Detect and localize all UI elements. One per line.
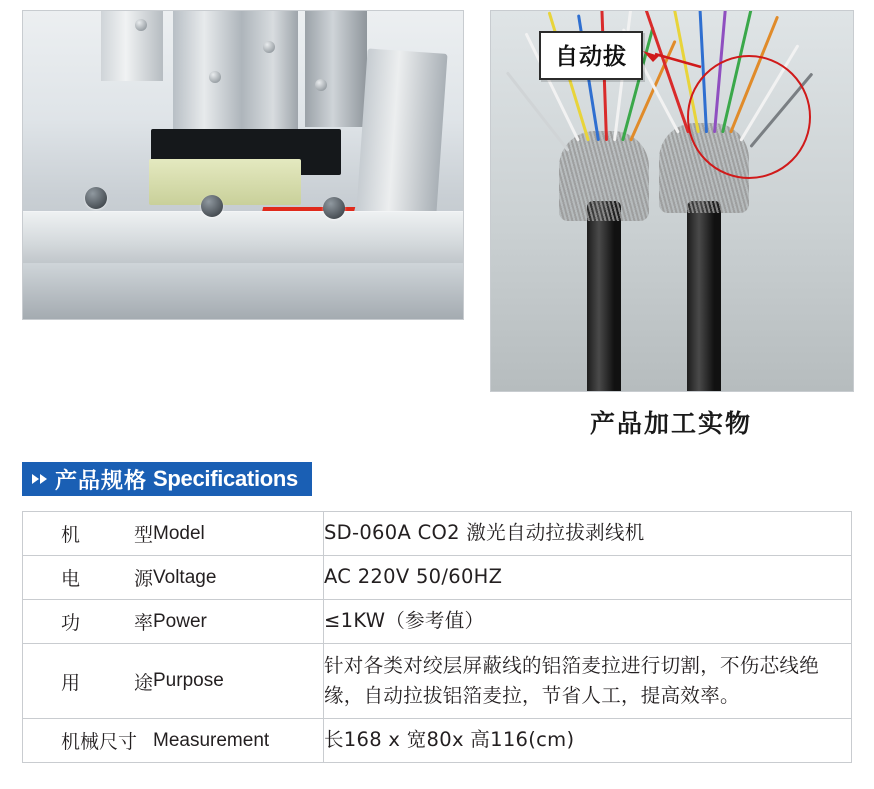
specifications-title-cn: 产品规格 <box>55 468 148 494</box>
label-char: 用 <box>61 671 81 694</box>
base-hole <box>85 187 107 209</box>
label-char: 型 <box>133 524 153 546</box>
row-value: AC 220V 50/60HZ <box>324 556 852 600</box>
row-label-cell <box>23 556 324 600</box>
screw <box>209 71 221 83</box>
screw <box>263 41 275 53</box>
screw <box>315 79 327 91</box>
shield-braid <box>559 131 649 221</box>
row-label-cell <box>23 719 324 763</box>
table-row <box>23 600 852 644</box>
table-row <box>23 719 852 763</box>
row-label-en: Purpose <box>153 670 224 691</box>
row-label-cn <box>23 564 153 591</box>
row-label-en: Voltage <box>153 566 217 588</box>
highlight-circle <box>687 55 811 179</box>
machine-bracket-left <box>101 10 163 81</box>
cable-jacket <box>687 201 721 392</box>
row-label-cn <box>23 520 153 547</box>
base-hole <box>201 195 223 217</box>
label-char: 功 <box>61 612 81 634</box>
row-value: SD-060A CO2 激光自动拉拔剥线机 <box>324 512 852 556</box>
machine-base-plate-lower <box>22 263 464 320</box>
row-value: 针对各类对绞层屏蔽线的铝箔麦拉进行切割，不伤芯线绝缘，自动拉拔铝箔麦拉，节省人工，提高效率。 <box>324 644 852 719</box>
label-char: 电 <box>61 568 81 590</box>
row-label-cell <box>23 644 324 719</box>
callout-label: 自动拔 <box>539 31 643 80</box>
specifications-table <box>22 511 852 763</box>
callout-arrow-icon <box>639 49 703 69</box>
double-triangle-icon <box>32 474 47 484</box>
row-label-en: Measurement <box>153 729 270 751</box>
specifications-header <box>22 462 312 496</box>
cable-jacket <box>587 201 621 392</box>
machine-bracket-right <box>305 10 367 127</box>
label-char: 机 <box>61 524 81 546</box>
base-hole <box>323 197 345 219</box>
photo-caption: 产品加工实物 <box>589 409 752 438</box>
cable-sample-photo <box>490 10 854 392</box>
row-label-cn: 机械尺寸 <box>61 731 138 753</box>
row-label-cell <box>23 512 324 556</box>
row-label-en: Power <box>153 610 207 632</box>
machine-head-photo <box>22 10 464 320</box>
screw <box>135 19 147 31</box>
specifications-title-en: Specifications <box>153 466 298 491</box>
row-label-cell <box>23 600 324 644</box>
label-char: 率 <box>133 612 153 634</box>
wire <box>506 71 570 152</box>
label-char: 源 <box>133 568 153 590</box>
machine-insulator-block <box>149 159 301 205</box>
table-row <box>23 556 852 600</box>
row-label-en: Model <box>153 522 205 544</box>
table-row <box>23 644 852 719</box>
label-char: 途 <box>133 671 153 694</box>
row-value: 长168 x 宽80x 高116(cm) <box>324 719 852 763</box>
table-row <box>23 512 852 556</box>
row-label-cn <box>23 608 153 635</box>
row-value: ≤1KW（参考值） <box>324 600 852 644</box>
row-label-cn <box>23 668 153 695</box>
machine-head-block <box>173 10 298 137</box>
